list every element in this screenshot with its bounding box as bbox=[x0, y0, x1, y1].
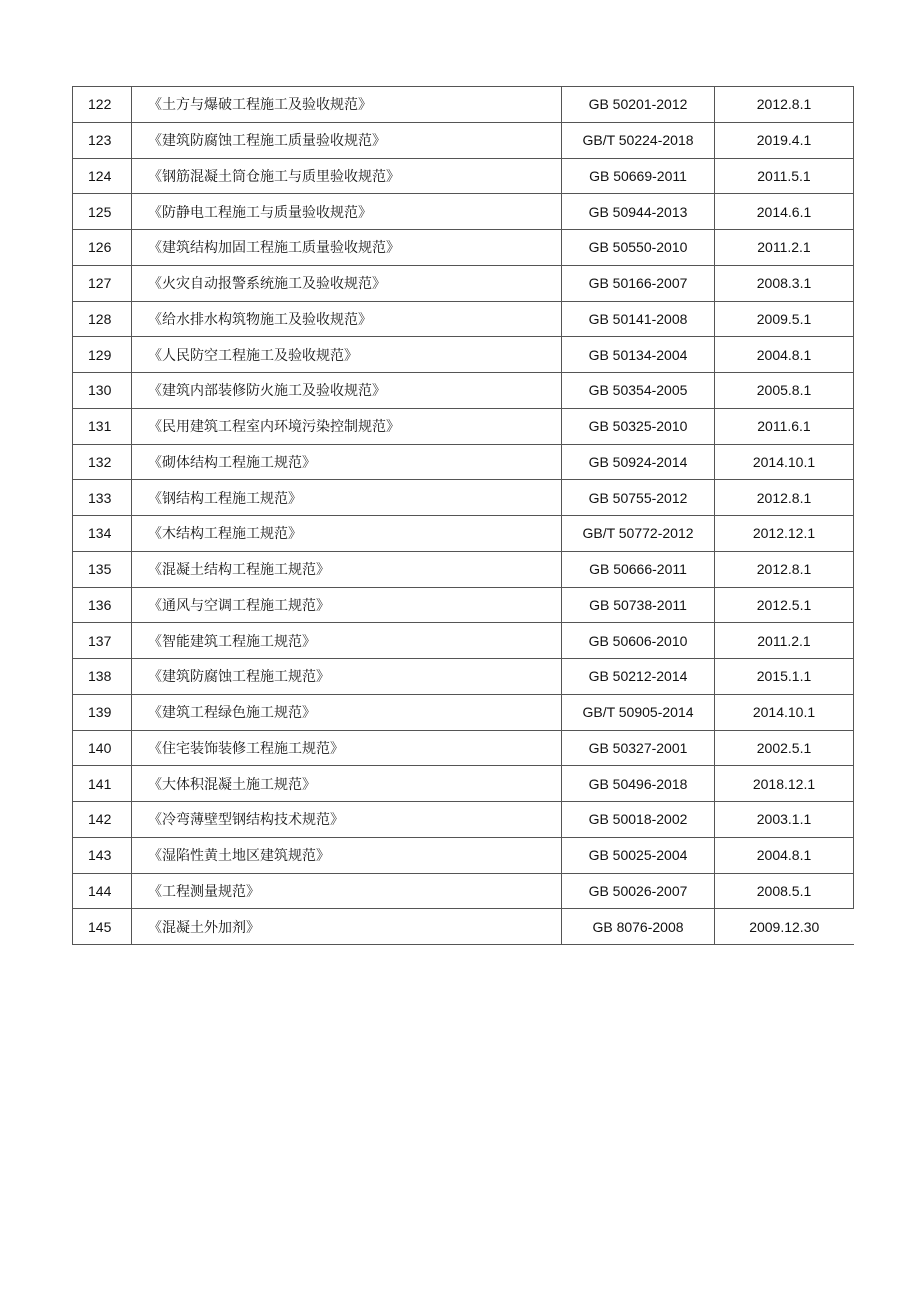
standard-name: 《砌体结构工程施工规范》 bbox=[132, 444, 562, 480]
standard-code: GB 50018-2002 bbox=[562, 802, 715, 838]
row-number: 134 bbox=[73, 516, 132, 552]
standard-name: 《给水排水构筑物施工及验收规范》 bbox=[132, 301, 562, 337]
row-number: 137 bbox=[73, 623, 132, 659]
standard-code: GB 8076-2008 bbox=[562, 909, 715, 945]
table-row bbox=[73, 87, 854, 123]
row-number: 125 bbox=[73, 194, 132, 230]
standard-code: GB 50738-2011 bbox=[562, 587, 715, 623]
standard-code: GB 50212-2014 bbox=[562, 659, 715, 695]
table-row bbox=[73, 766, 854, 802]
table-row bbox=[73, 337, 854, 373]
row-number: 124 bbox=[73, 158, 132, 194]
effective-date: 2014.6.1 bbox=[715, 194, 854, 230]
row-number: 142 bbox=[73, 802, 132, 838]
row-number: 136 bbox=[73, 587, 132, 623]
standard-name: 《住宅装饰装修工程施工规范》 bbox=[132, 730, 562, 766]
standard-name: 《民用建筑工程室内环境污染控制规范》 bbox=[132, 408, 562, 444]
standard-name: 《工程测量规范》 bbox=[132, 873, 562, 909]
standard-name: 《土方与爆破工程施工及验收规范》 bbox=[132, 87, 562, 123]
standard-name: 《混凝土结构工程施工规范》 bbox=[132, 551, 562, 587]
row-number: 122 bbox=[73, 87, 132, 123]
standard-name: 《火灾自动报警系统施工及验收规范》 bbox=[132, 265, 562, 301]
standard-code: GB/T 50772-2012 bbox=[562, 516, 715, 552]
standard-code: GB 50669-2011 bbox=[562, 158, 715, 194]
effective-date: 2012.12.1 bbox=[715, 516, 854, 552]
table-row bbox=[73, 587, 854, 623]
row-number: 139 bbox=[73, 694, 132, 730]
standard-code: GB/T 50224-2018 bbox=[562, 122, 715, 158]
effective-date: 2019.4.1 bbox=[715, 122, 854, 158]
standard-name: 《大体积混凝土施工规范》 bbox=[132, 766, 562, 802]
table-row bbox=[73, 301, 854, 337]
row-number: 131 bbox=[73, 408, 132, 444]
standard-name: 《冷弯薄壁型钢结构技术规范》 bbox=[132, 802, 562, 838]
effective-date: 2003.1.1 bbox=[715, 802, 854, 838]
standards-table bbox=[72, 86, 854, 945]
effective-date: 2012.8.1 bbox=[715, 480, 854, 516]
table-row bbox=[73, 230, 854, 266]
standard-name: 《建筑结构加固工程施工质量验收规范》 bbox=[132, 230, 562, 266]
table-row bbox=[73, 373, 854, 409]
effective-date: 2014.10.1 bbox=[715, 694, 854, 730]
standard-code: GB 50201-2012 bbox=[562, 87, 715, 123]
effective-date: 2011.2.1 bbox=[715, 230, 854, 266]
standard-name: 《建筑工程绿色施工规范》 bbox=[132, 694, 562, 730]
table-row bbox=[73, 623, 854, 659]
row-number: 141 bbox=[73, 766, 132, 802]
row-number: 138 bbox=[73, 659, 132, 695]
standard-code: GB 50026-2007 bbox=[562, 873, 715, 909]
table-row bbox=[73, 873, 854, 909]
table-row bbox=[73, 837, 854, 873]
row-number: 130 bbox=[73, 373, 132, 409]
effective-date: 2018.12.1 bbox=[715, 766, 854, 802]
row-number: 129 bbox=[73, 337, 132, 373]
table-row bbox=[73, 730, 854, 766]
table-row bbox=[73, 909, 854, 945]
standard-name: 《通风与空调工程施工规范》 bbox=[132, 587, 562, 623]
standard-code: GB 50025-2004 bbox=[562, 837, 715, 873]
standard-name: 《智能建筑工程施工规范》 bbox=[132, 623, 562, 659]
table-row bbox=[73, 158, 854, 194]
table-row bbox=[73, 408, 854, 444]
effective-date: 2015.1.1 bbox=[715, 659, 854, 695]
standard-code: GB/T 50905-2014 bbox=[562, 694, 715, 730]
effective-date: 2002.5.1 bbox=[715, 730, 854, 766]
standard-name: 《建筑防腐蚀工程施工质量验收规范》 bbox=[132, 122, 562, 158]
table-row bbox=[73, 516, 854, 552]
row-number: 128 bbox=[73, 301, 132, 337]
effective-date: 2008.5.1 bbox=[715, 873, 854, 909]
standard-code: GB 50755-2012 bbox=[562, 480, 715, 516]
effective-date: 2004.8.1 bbox=[715, 837, 854, 873]
standard-code: GB 50354-2005 bbox=[562, 373, 715, 409]
standard-name: 《木结构工程施工规范》 bbox=[132, 516, 562, 552]
effective-date: 2009.5.1 bbox=[715, 301, 854, 337]
row-number: 140 bbox=[73, 730, 132, 766]
standard-name: 《防静电工程施工与质量验收规范》 bbox=[132, 194, 562, 230]
table-row bbox=[73, 480, 854, 516]
effective-date: 2011.2.1 bbox=[715, 623, 854, 659]
effective-date: 2004.8.1 bbox=[715, 337, 854, 373]
table-row bbox=[73, 122, 854, 158]
standard-name: 《建筑内部装修防火施工及验收规范》 bbox=[132, 373, 562, 409]
row-number: 126 bbox=[73, 230, 132, 266]
effective-date: 2012.8.1 bbox=[715, 551, 854, 587]
effective-date: 2012.5.1 bbox=[715, 587, 854, 623]
standard-name: 《建筑防腐蚀工程施工规范》 bbox=[132, 659, 562, 695]
standard-name: 《人民防空工程施工及验收规范》 bbox=[132, 337, 562, 373]
effective-date: 2005.8.1 bbox=[715, 373, 854, 409]
row-number: 144 bbox=[73, 873, 132, 909]
standard-code: GB 50550-2010 bbox=[562, 230, 715, 266]
table-row bbox=[73, 551, 854, 587]
standard-code: GB 50327-2001 bbox=[562, 730, 715, 766]
effective-date: 2014.10.1 bbox=[715, 444, 854, 480]
standard-code: GB 50166-2007 bbox=[562, 265, 715, 301]
table-row bbox=[73, 194, 854, 230]
effective-date: 2009.12.30 bbox=[715, 909, 854, 945]
table-row bbox=[73, 444, 854, 480]
standard-code: GB 50141-2008 bbox=[562, 301, 715, 337]
row-number: 145 bbox=[73, 909, 132, 945]
standard-name: 《湿陷性黄土地区建筑规范》 bbox=[132, 837, 562, 873]
row-number: 135 bbox=[73, 551, 132, 587]
effective-date: 2012.8.1 bbox=[715, 87, 854, 123]
effective-date: 2011.5.1 bbox=[715, 158, 854, 194]
standard-code: GB 50134-2004 bbox=[562, 337, 715, 373]
row-number: 132 bbox=[73, 444, 132, 480]
standard-name: 《钢结构工程施工规范》 bbox=[132, 480, 562, 516]
standard-name: 《混凝土外加剂》 bbox=[132, 909, 562, 945]
standard-code: GB 50924-2014 bbox=[562, 444, 715, 480]
standard-code: GB 50606-2010 bbox=[562, 623, 715, 659]
standard-code: GB 50944-2013 bbox=[562, 194, 715, 230]
row-number: 133 bbox=[73, 480, 132, 516]
table-row bbox=[73, 265, 854, 301]
row-number: 143 bbox=[73, 837, 132, 873]
effective-date: 2011.6.1 bbox=[715, 408, 854, 444]
standard-name: 《钢筋混凝土筒仓施工与质里验收规范》 bbox=[132, 158, 562, 194]
table-row bbox=[73, 659, 854, 695]
standards-table-body bbox=[73, 87, 854, 945]
row-number: 123 bbox=[73, 122, 132, 158]
row-number: 127 bbox=[73, 265, 132, 301]
table-row bbox=[73, 694, 854, 730]
effective-date: 2008.3.1 bbox=[715, 265, 854, 301]
table-row bbox=[73, 802, 854, 838]
standard-code: GB 50325-2010 bbox=[562, 408, 715, 444]
standard-code: GB 50666-2011 bbox=[562, 551, 715, 587]
standard-code: GB 50496-2018 bbox=[562, 766, 715, 802]
